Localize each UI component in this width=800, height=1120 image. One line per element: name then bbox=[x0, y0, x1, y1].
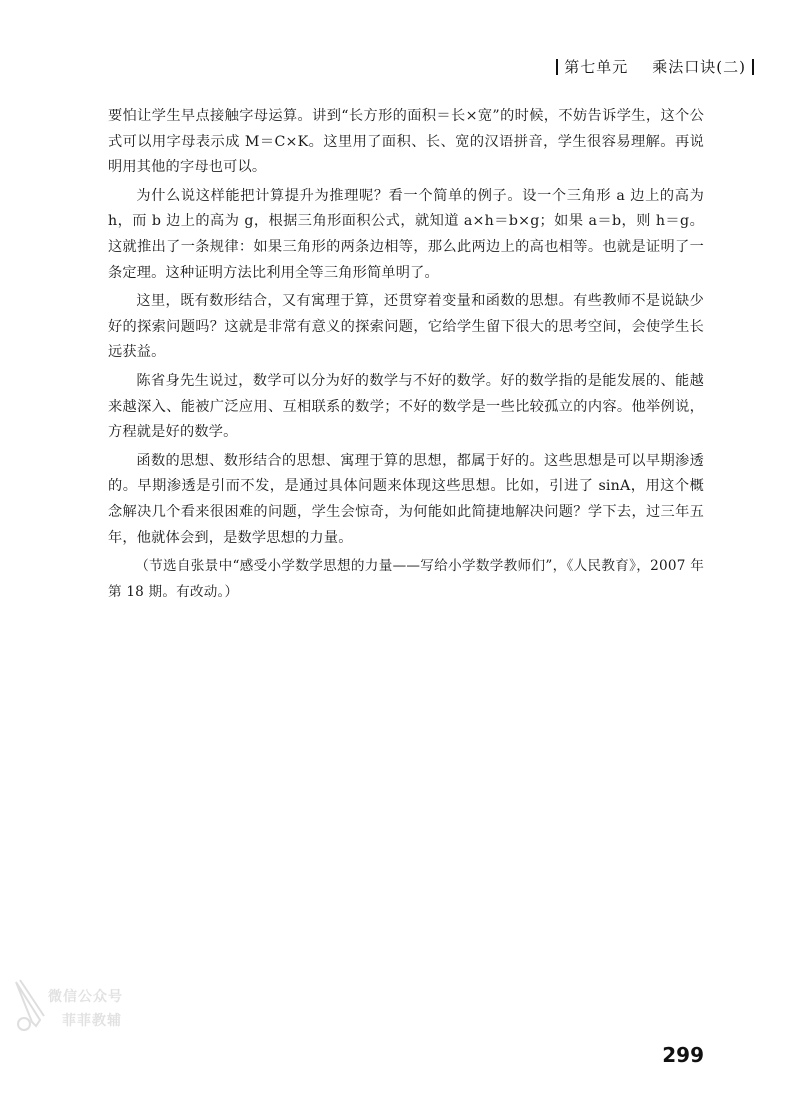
paragraph-4: 陈省身先生说过，数学可以分为好的数学与不好的数学。好的数学指的是能发展的、能越来越深入、能被广泛应用、互相联系的数学；不好的数学是一些比较孤立的内容。他举例说，方程就是好的数学。 bbox=[108, 372, 704, 441]
watermark bbox=[10, 972, 128, 1044]
pencil-icon bbox=[10, 976, 50, 1036]
header-left-rule bbox=[556, 59, 558, 75]
source-citation: （节选自张景中“感受小学数学思想的力量——写给小学数学教师们”，《人民教育》，2007 年第 18 期。有改动。） bbox=[108, 558, 704, 600]
header-right-rule bbox=[752, 59, 754, 75]
paragraph-2: 为什么说这样能把计算提升为推理呢？看一个简单的例子。设一个三角形 a 边上的高为 h，而 b 边上的高为 g，根据三角形面积公式，就知道 a×h＝b×g；如果 a＝b，则 h＝g。这就推出了一条规律：如果三角形的两条边相等，那么此两边上的高也相等。也就是证明了一条定理。这种证明方法比利用全等三角形简单明了。 bbox=[108, 187, 704, 281]
page-number: 299 bbox=[662, 1043, 704, 1067]
watermark-line-1: 微信公众号 bbox=[48, 989, 123, 1005]
header-title: 乘法口诀(二) bbox=[652, 58, 746, 76]
article-body bbox=[108, 104, 704, 608]
header-unit: 第七单元 bbox=[564, 58, 629, 76]
paragraph-5: 函数的思想、数形结合的思想、寓理于算的思想，都属于好的。这些思想是可以早期渗透的。早期渗透是引而不发，是通过具体问题来体现这些思想。比如，引进了 sinA，用这个概念解决几个看来很困难的问题，学生会惊奇，为何能如此简捷地解决问题？学下去，过三年五年，他就体会到，是数学思想的力量。 bbox=[108, 452, 704, 546]
paragraph-3: 这里，既有数形结合，又有寓理于算，还贯穿着变量和函数的思想。有些教师不是说缺少好的探索问题吗？这就是非常有意义的探索问题，它给学生留下很大的思考空间，会使学生长远获益。 bbox=[108, 293, 704, 361]
running-header bbox=[556, 56, 754, 77]
watermark-line-2: 菲菲教辅 bbox=[62, 1013, 122, 1029]
paragraph-1: 要怕让学生早点接触字母运算。讲到“长方形的面积＝长×宽”的时候，不妨告诉学生，这个公式可以用字母表示成 M＝C×K。这里用了面积、长、宽的汉语拼音，学生很容易理解。再说明用其他的字母也可以。 bbox=[108, 108, 704, 176]
